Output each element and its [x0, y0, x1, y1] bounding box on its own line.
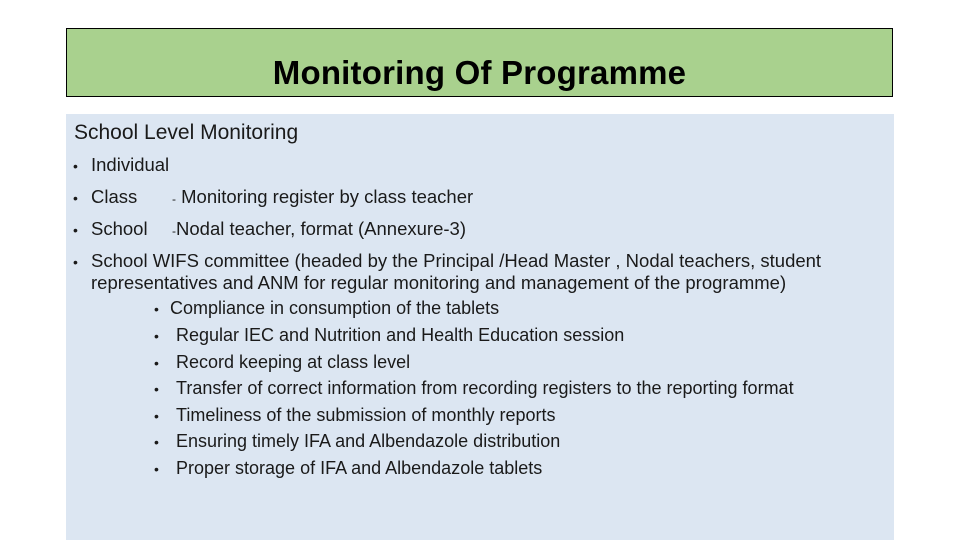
sub-item-7: [154, 457, 542, 480]
bullet-icon: •: [154, 408, 159, 424]
sub-item-text: Proper storage of IFA and Albendazole tablets: [176, 458, 543, 478]
bullet-icon: •: [73, 254, 78, 270]
dash: -: [172, 192, 176, 206]
list-item-class: [73, 186, 137, 209]
committee-line-2-row: [91, 272, 786, 294]
sub-item-2: [154, 324, 624, 347]
sub-item-text: Timeliness of the submission of monthly reports: [176, 405, 556, 425]
bullet-icon: •: [154, 355, 159, 371]
sub-item-3: [154, 351, 410, 374]
item-detail-class: [172, 186, 473, 210]
committee-line-2: representatives and ANM for regular monitoring and management of the programme): [91, 272, 787, 293]
sub-item-text: Compliance in consumption of the tablets: [170, 298, 500, 318]
item-label: Individual: [91, 154, 170, 175]
list-item-individual: [73, 154, 169, 177]
bullet-icon: •: [73, 190, 78, 206]
bullet-icon: •: [154, 301, 159, 317]
content-panel: [66, 114, 894, 540]
item-detail: Monitoring register by class teacher: [181, 186, 474, 207]
sub-item-text: Record keeping at class level: [176, 352, 411, 372]
bullet-icon: •: [73, 222, 78, 238]
section-heading: School Level Monitoring: [74, 121, 299, 144]
list-item-school: [73, 218, 148, 241]
sub-item-6: [154, 430, 560, 453]
sub-item-text: Transfer of correct information from recording registers to the reporting format: [176, 378, 794, 398]
sub-item-text: Regular IEC and Nutrition and Health Education session: [176, 325, 625, 345]
committee-line-1: School WIFS committee (headed by the Principal /Head Master , Nodal teachers, student: [91, 250, 822, 271]
list-item-committee: [73, 250, 821, 273]
bullet-icon: •: [73, 158, 78, 174]
title-banner: [66, 28, 893, 97]
bullet-icon: •: [154, 434, 159, 450]
item-detail: Nodal teacher, format (Annexure-3): [176, 218, 466, 239]
bullet-icon: •: [154, 381, 159, 397]
bullet-icon: •: [154, 461, 159, 477]
item-label: School: [91, 218, 148, 239]
item-label: Class: [91, 186, 138, 207]
dash: -: [172, 224, 176, 238]
item-detail-school: [172, 218, 466, 242]
sub-item-4: [154, 377, 794, 400]
page-title: Monitoring Of Programme: [272, 54, 687, 91]
sub-item-5: [154, 404, 556, 427]
sub-item-text: Ensuring timely IFA and Albendazole distribution: [176, 431, 561, 451]
bullet-icon: •: [154, 328, 159, 344]
sub-item-1: [154, 297, 499, 320]
